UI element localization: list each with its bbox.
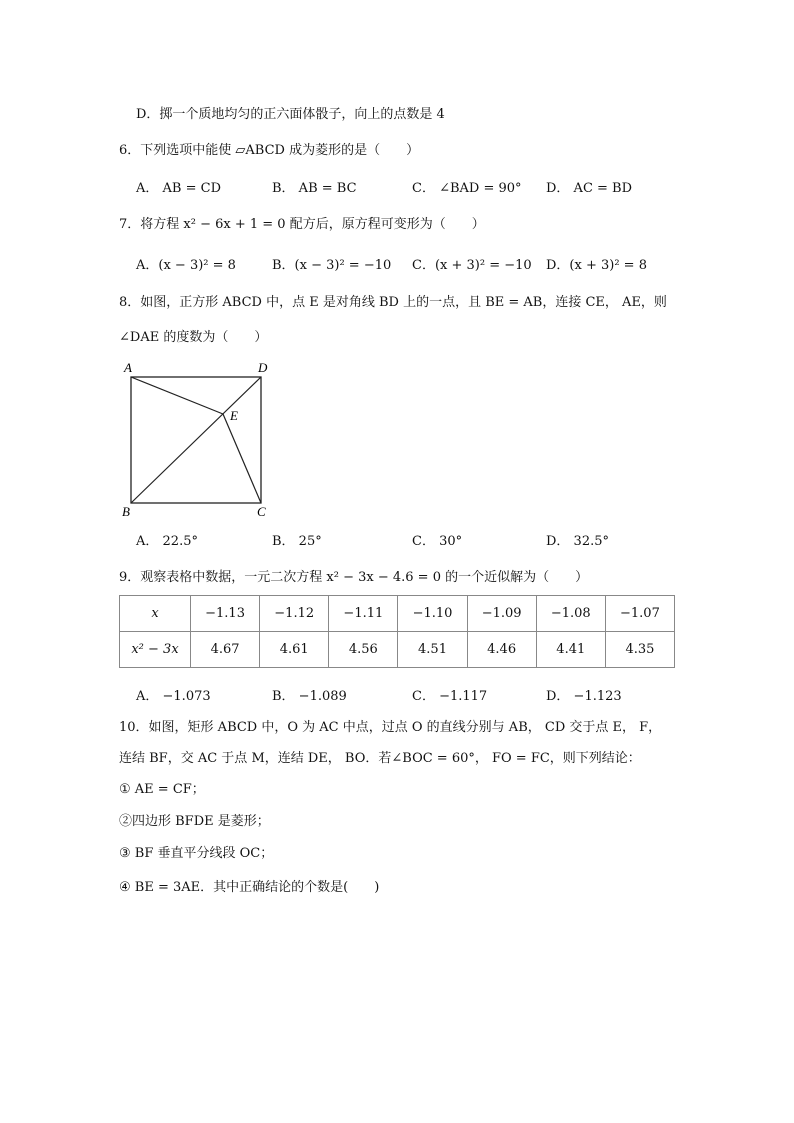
q6-option-b: B． AB = BC [272,181,357,196]
label-e: E [230,408,238,423]
q10-conclusion-3: ③ BF 垂直平分线段 OC； [119,846,274,861]
label-a: A [124,360,132,375]
q10-conclusion-4: ④ BE = 3AE．其中正确结论的个数是( ) [119,880,380,895]
table-row [120,632,675,668]
table-row [120,596,675,632]
q8-option-a: A． 22.5° [136,534,198,549]
data-table [119,595,675,668]
table-cell: 4.51 [398,632,467,668]
q10-conclusion-2: ②四边形 BFDE 是菱形； [119,814,270,829]
label-b: B [122,504,130,519]
q10-line1: 10．如图，矩形 ABCD 中，O 为 AC 中点，过点 O 的直线分别与 AB， CD 交于点 E， F， [119,720,662,735]
q10-line2: 连结 BF，交 AC 于点 M，连结 DE， BO．若∠BOC = 60°， FO = FC，则下列结论： [119,751,641,766]
table-cell: 4.35 [605,632,674,668]
q6-option-a: A． AB = CD [136,181,221,196]
table-cell: −1.13 [191,596,260,632]
q5-option-d: D．掷一个质地均匀的正六面体骰子，向上的点数是 4 [136,107,445,122]
q9-option-d: D． −1.123 [546,689,622,704]
q8-option-b: B． 25° [272,534,322,549]
table-cell: 4.56 [329,632,398,668]
row2-header: x² − 3x [120,632,191,668]
table-cell: 4.46 [467,632,536,668]
q7-option-b: B．(x − 3)² = −10 [272,258,392,273]
q8-stem-line1: 8．如图，正方形 ABCD 中，点 E 是对角线 BD 上的一点，且 BE = AB，连接 CE， AE，则 [119,295,667,310]
q8-option-d: D． 32.5° [546,534,610,549]
table-cell: −1.08 [536,596,605,632]
q7-stem: 7．将方程 x² − 6x + 1 = 0 配方后，原方程可变形为（ ） [119,217,485,232]
q7-option-a: A．(x − 3)² = 8 [136,258,236,273]
q8-stem-line2: ∠DAE 的度数为（ ） [119,330,268,345]
table-cell: −1.09 [467,596,536,632]
diagonal-bd [131,377,261,503]
q8-option-c: C． 30° [412,534,463,549]
table-cell: −1.07 [605,596,674,632]
q10-conclusion-1: ① AE = CF； [119,782,205,797]
q6-option-d: D． AC = BD [546,181,633,196]
table-cell: 4.41 [536,632,605,668]
q9-option-c: C． −1.117 [412,689,488,704]
label-c: C [257,504,266,519]
row1-header: x [120,596,191,632]
q9-option-a: A． −1.073 [136,689,211,704]
q6-stem: 6．下列选项中能使 ▱ABCD 成为菱形的是（ ） [119,143,420,158]
table-cell: −1.10 [398,596,467,632]
table-cell: 4.61 [260,632,329,668]
q7-option-d: D．(x + 3)² = 8 [546,258,647,273]
segment-ae [131,377,223,414]
table-cell: −1.12 [260,596,329,632]
q6-option-c: C． ∠BAD = 90° [412,181,522,196]
segment-ce [223,414,261,503]
label-d: D [258,360,268,375]
square-figure [115,356,285,521]
table-cell: −1.11 [329,596,398,632]
table-cell: 4.67 [191,632,260,668]
q9-stem: 9．观察表格中数据，一元二次方程 x² − 3x − 4.6 = 0 的一个近似解为（ ） [119,570,589,585]
q9-option-b: B． −1.089 [272,689,347,704]
q7-option-c: C．(x + 3)² = −10 [412,258,532,273]
